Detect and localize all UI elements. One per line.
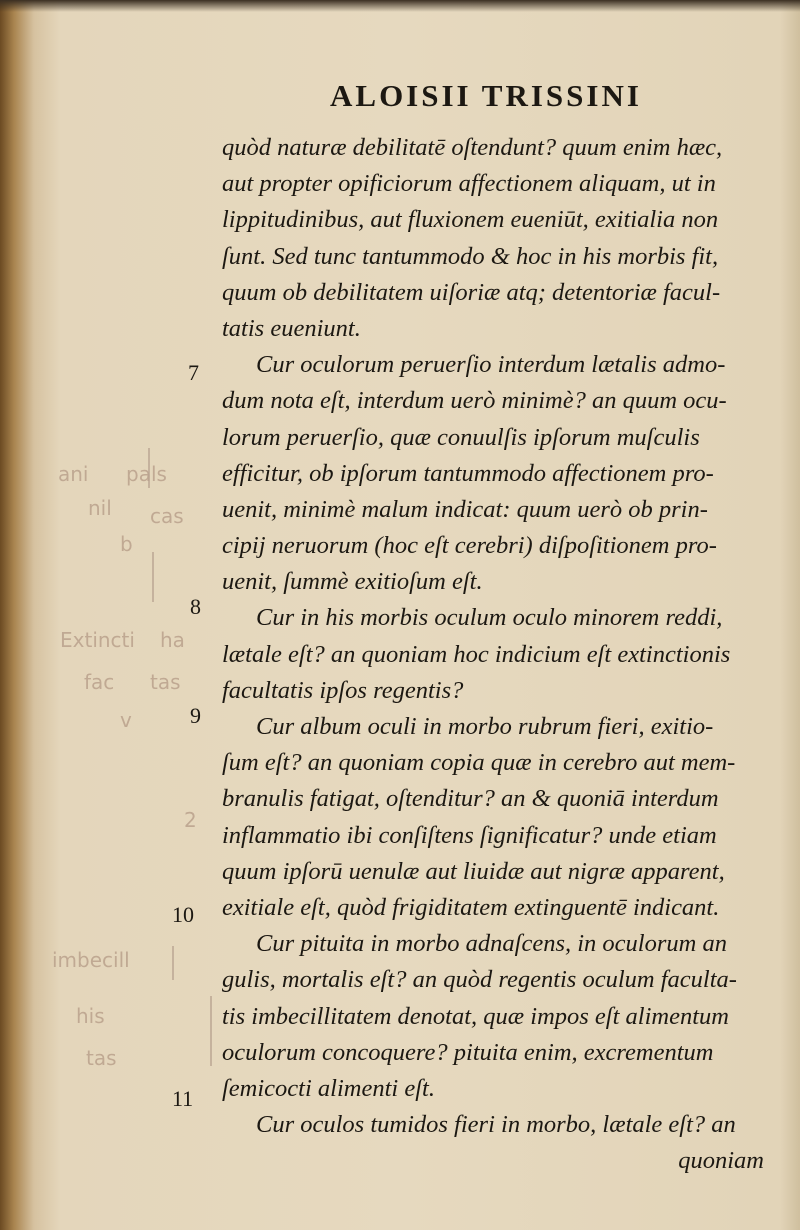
margin-note: imbecill [52,948,130,972]
margin-note: Extincti [60,628,135,652]
body-text [222,130,770,1179]
text-line: ſemicocti alimenti eſt. [222,1074,435,1102]
section-number-9: 9 [190,703,201,728]
text-line: tis imbecillitatem denotat, quæ impos eſt alimentum [222,1002,729,1030]
margin-note: tas [86,1046,117,1070]
margin-note: nil [88,496,112,520]
margin-note: his [76,1004,105,1028]
margin-note: fac [84,670,115,694]
text-line: quum ob debilitatem uiſoriæ atq; detentoriæ facul- [222,278,721,306]
text-line: efficitur, ob ipſorum tantummodo affectionem pro- [222,459,714,487]
text-line: Cur album oculi in morbo rubrum fieri, exitio- [256,713,714,740]
text-line: quòd naturæ debilitatē oſtendunt? quum enim hæc, [222,134,723,161]
page-edge-shadow [0,0,800,12]
text-line: facultatis ipſos regentis? [222,676,464,704]
text-line: inflammatio ibi conſiſtens ſignificatur? unde etiam [222,821,717,849]
margin-bracket [172,946,174,980]
margin-note: tas [150,670,181,694]
margin-note: b [120,532,133,556]
text-line: Cur oculorum peruerſio interdum lætalis admo- [256,351,726,379]
text-line: lippitudinibus, aut fluxionem eueniūt, exitialia non [222,206,719,234]
text-line: uenit, minimè malum indicat: quum uerò ob prin- [222,495,708,523]
margin-note: ani [58,462,89,486]
text-line: lætale eſt? an quoniam hoc indicium eſt extinctionis [222,640,731,668]
text-line: cipij neruorum (hoc eſt cerebri) diſpoſitionem pro- [222,532,717,560]
running-header: ALOISII TRISSINI [330,78,642,113]
text-line: aut propter opificiorum affectionem aliquam, ut in [222,170,716,198]
margin-bracket [210,996,212,1066]
text-line: ſum eſt? an quoniam copia quæ in cerebro aut mem- [222,749,736,777]
margin-note: ha [160,628,185,652]
margin-note: cas [150,504,184,528]
text-line: Cur pituita in morbo adnaſcens, in oculorum an [256,930,727,958]
text-line: branulis fatigat, oſtenditur? an & quoniā interdum [222,785,719,813]
catchword: quoniam [678,1147,764,1175]
text-line: dum nota eſt, interdum uerò minimè? an quum ocu- [222,387,727,415]
text-line: exitiale eſt, quòd frigiditatem extinguentē indicant. [222,893,720,921]
text-line: gulis, mortalis eſt? an quòd regentis oculum faculta- [222,966,737,994]
text-line: Cur oculos tumidos fieri in morbo, lætale eſt? an [256,1111,736,1139]
text-line: uenit, ſummè exitioſum eſt. [222,568,483,596]
text-line: tatis eueniunt. [222,314,361,342]
text-line: oculorum concoquere? pituita enim, excrementum [222,1038,714,1066]
margin-note: 2 [184,808,197,832]
section-number-7: 7 [188,360,199,385]
text-line: Cur in his morbis oculum oculo minorem reddi, [256,604,723,632]
section-number-11: 11 [172,1086,194,1111]
margin-note: pals [126,462,167,486]
margin-note: v [120,708,132,732]
text-line: quum ipſorū uenulæ aut liuidæ aut nigræ apparent, [222,857,725,885]
section-number-8: 8 [190,594,201,619]
text-line: lorum peruerſio, quæ conuulſis ipſorum muſculis [222,423,700,451]
section-number-10: 10 [172,902,194,927]
margin-bracket [152,552,154,602]
margin-bracket [148,448,150,488]
text-line: ſunt. Sed tunc tantummodo & hoc in his morbis fit, [222,242,719,270]
